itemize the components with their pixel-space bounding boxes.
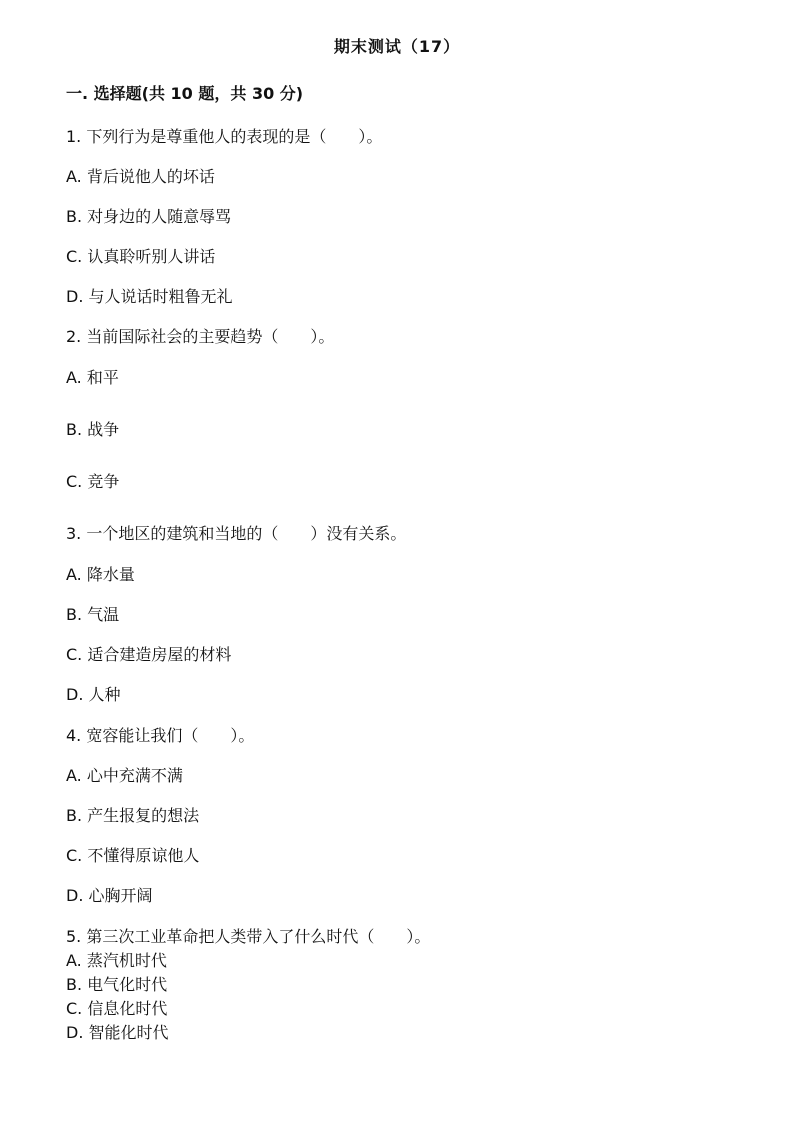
page-title: 期末测试（17） — [333, 37, 461, 56]
question-4-stem: 4. 宽容能让我们（ ）。 — [66, 726, 255, 745]
question-1-option-d: D. 与人说话时粗鲁无礼 — [66, 287, 233, 306]
question-2-stem: 2. 当前国际社会的主要趋势（ ）。 — [66, 327, 335, 346]
question-2-option-c: C. 竞争 — [66, 472, 120, 491]
question-3-option-c: C. 适合建造房屋的材料 — [66, 645, 232, 664]
question-4-option-b: B. 产生报复的想法 — [66, 806, 200, 825]
question-5-option-c: C. 信息化时代 — [66, 999, 168, 1018]
section-heading: 一. 选择题(共 10 题，共 30 分) — [66, 84, 304, 103]
question-5-option-a: A. 蒸汽机时代 — [66, 951, 167, 970]
question-5-option-b: B. 电气化时代 — [66, 975, 168, 994]
question-2-option-a: A. 和平 — [66, 368, 119, 387]
question-5-option-d: D. 智能化时代 — [66, 1023, 169, 1042]
question-4-option-c: C. 不懂得原谅他人 — [66, 846, 200, 865]
question-1-option-b: B. 对身边的人随意辱骂 — [66, 207, 232, 226]
question-3-option-b: B. 气温 — [66, 605, 120, 624]
question-2-option-b: B. 战争 — [66, 420, 120, 439]
question-4-option-d: D. 心胸开阔 — [66, 886, 153, 905]
question-3-option-d: D. 人种 — [66, 685, 121, 704]
question-5-stem: 5. 第三次工业革命把人类带入了什么时代（ ）。 — [66, 927, 431, 946]
question-4-option-a: A. 心中充满不满 — [66, 766, 183, 785]
question-1-option-a: A. 背后说他人的坏话 — [66, 167, 215, 186]
question-1-stem: 1. 下列行为是尊重他人的表现的是（ ）。 — [66, 127, 383, 146]
question-3-option-a: A. 降水量 — [66, 565, 135, 584]
question-1-option-c: C. 认真聆听别人讲话 — [66, 247, 216, 266]
question-3-stem: 3. 一个地区的建筑和当地的（ ）没有关系。 — [66, 524, 407, 543]
